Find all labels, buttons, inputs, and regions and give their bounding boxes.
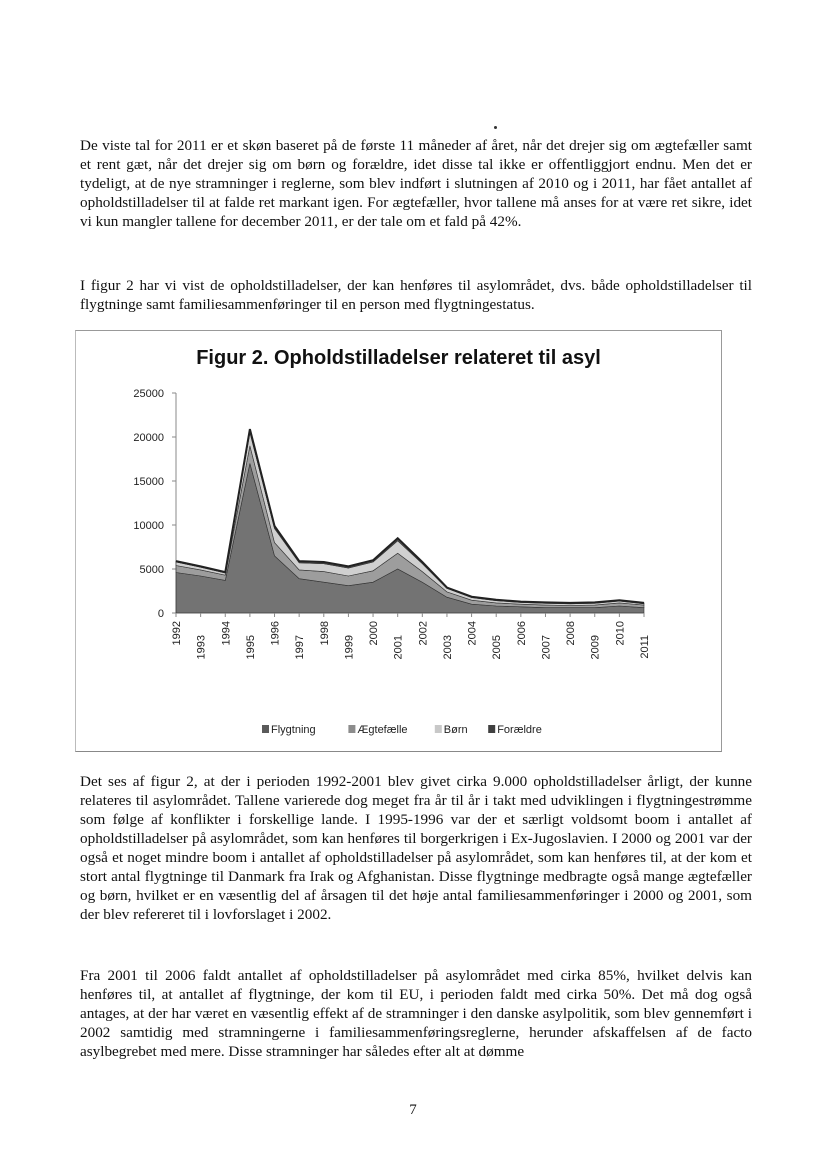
x-tick-label: 2002 — [417, 621, 430, 646]
paragraph-4: Fra 2001 til 2006 faldt antallet af opholdstilladelser på asylområdet med cirka 85%, hvilket delvis kan henføres til, at antallet af flygtninge, der kom til EU, i perioden faldt med cirka 50%. Det må dog også antages, at der har været en væsentlig effekt af de stramninger i den danske asylpolitik, som blev gennemført i 2002 samtidig med stramningerne i familiesammenføringsreglerne, herunder afskaffelsen af de facto asylbegrebet med mere. Disse stramninger har således efter alt at dømme — [80, 967, 752, 1060]
paragraph-3: Det ses af figur 2, at der i perioden 1992-2001 blev givet cirka 9.000 opholdstilladelser årligt, der kunne relateres til asylområdet. Tallene varierede dog meget fra år til år i takt med udviklingen i flygtningestrømme som følge af konflikter i forskellige lande. I 1995-1996 var der et særligt voldsomt boom i antallet af opholdstilladelser på asylområdet, som kan henføres til borgerkrigen i Ex-Jugoslavien. I 2000 og 2001 var der også et noget mindre boom i antallet af opholdstilladelser på asylområdet, som kan henføres til, at der kom et stort antal flygtninge til Danmark fra Irak og Afghanistan. Disse flygtninge medbragte også mange ægtefæller og børn, hvilket er en væsentlig del af årsagen til det høje antal familiesammenføringer i 2000 og 2001, som der blev refereret til i lovforslaget i 2002. — [80, 773, 752, 923]
x-tick-label: 2010 — [614, 621, 627, 646]
legend-label: Ægtefælle — [357, 724, 408, 736]
x-tick-label: 2000 — [368, 621, 381, 646]
x-tick-label: 1998 — [318, 621, 331, 646]
y-tick-label: 0 — [157, 608, 164, 620]
legend-label: Forældre — [497, 724, 542, 736]
legend-swatch — [348, 725, 355, 733]
x-tick-label: 1999 — [343, 635, 356, 660]
x-tick-label: 2009 — [589, 635, 602, 660]
x-tick-label: 1997 — [294, 635, 307, 660]
x-tick-label: 2007 — [540, 635, 553, 660]
figure-2 — [75, 330, 722, 752]
y-tick-label: 20000 — [133, 432, 164, 444]
legend-swatch — [435, 725, 442, 733]
legend-swatch — [488, 725, 495, 733]
paragraph-1: De viste tal for 2011 er et skøn baseret på de første 11 måneder af året, når det drejer sig om ægtefæller samt et rent gæt, når det drejer sig om børn og forældre, idet disse tal ikke er offentliggjort endnu. Men det er tydeligt, at de nye stramninger i reglerne, som blev indført i slutningen af 2010 og i 2011, har fået antallet af opholdstilladelser til at falde ret markant igen. For ægtefæller, hvor tallene må anses for at være ret sikre, idet vi kun mangler tallene for december 2011, er der tale om et fald på 42%. — [80, 137, 752, 230]
stray-mark — [494, 126, 497, 129]
x-tick-label: 1996 — [269, 621, 282, 646]
area-chart — [76, 331, 721, 751]
x-tick-label: 1994 — [220, 621, 233, 646]
y-tick-label: 15000 — [133, 476, 164, 488]
page-number: 7 — [409, 1102, 417, 1118]
x-tick-label: 2011 — [639, 635, 651, 659]
x-tick-label: 2006 — [515, 621, 528, 646]
x-tick-label: 2003 — [441, 635, 454, 660]
x-tick-label: 2001 — [392, 635, 405, 660]
legend-swatch — [262, 725, 269, 733]
x-tick-label: 2008 — [565, 621, 578, 646]
x-tick-label: 1995 — [244, 635, 257, 660]
area-series-flygtning — [176, 463, 644, 613]
x-tick-label: 2005 — [491, 635, 504, 660]
x-tick-label: 2004 — [466, 621, 479, 646]
chart-title: Figur 2. Opholdstilladelser relateret til asyl — [196, 347, 601, 369]
x-tick-label: 1993 — [195, 635, 208, 660]
legend-label: Børn — [443, 724, 468, 736]
y-tick-label: 10000 — [133, 520, 164, 532]
y-tick-label: 5000 — [139, 564, 164, 576]
paragraph-2: I figur 2 har vi vist de opholdstilladelser, der kan henføres til asylområdet, dvs. både opholdstilladelser til flygtninge samt familiesammenføringer til en person med flygtningestatus. — [80, 277, 752, 313]
legend-label: Flygtning — [271, 724, 316, 736]
x-tick-label: 1992 — [171, 621, 183, 646]
y-tick-label: 25000 — [133, 388, 164, 400]
